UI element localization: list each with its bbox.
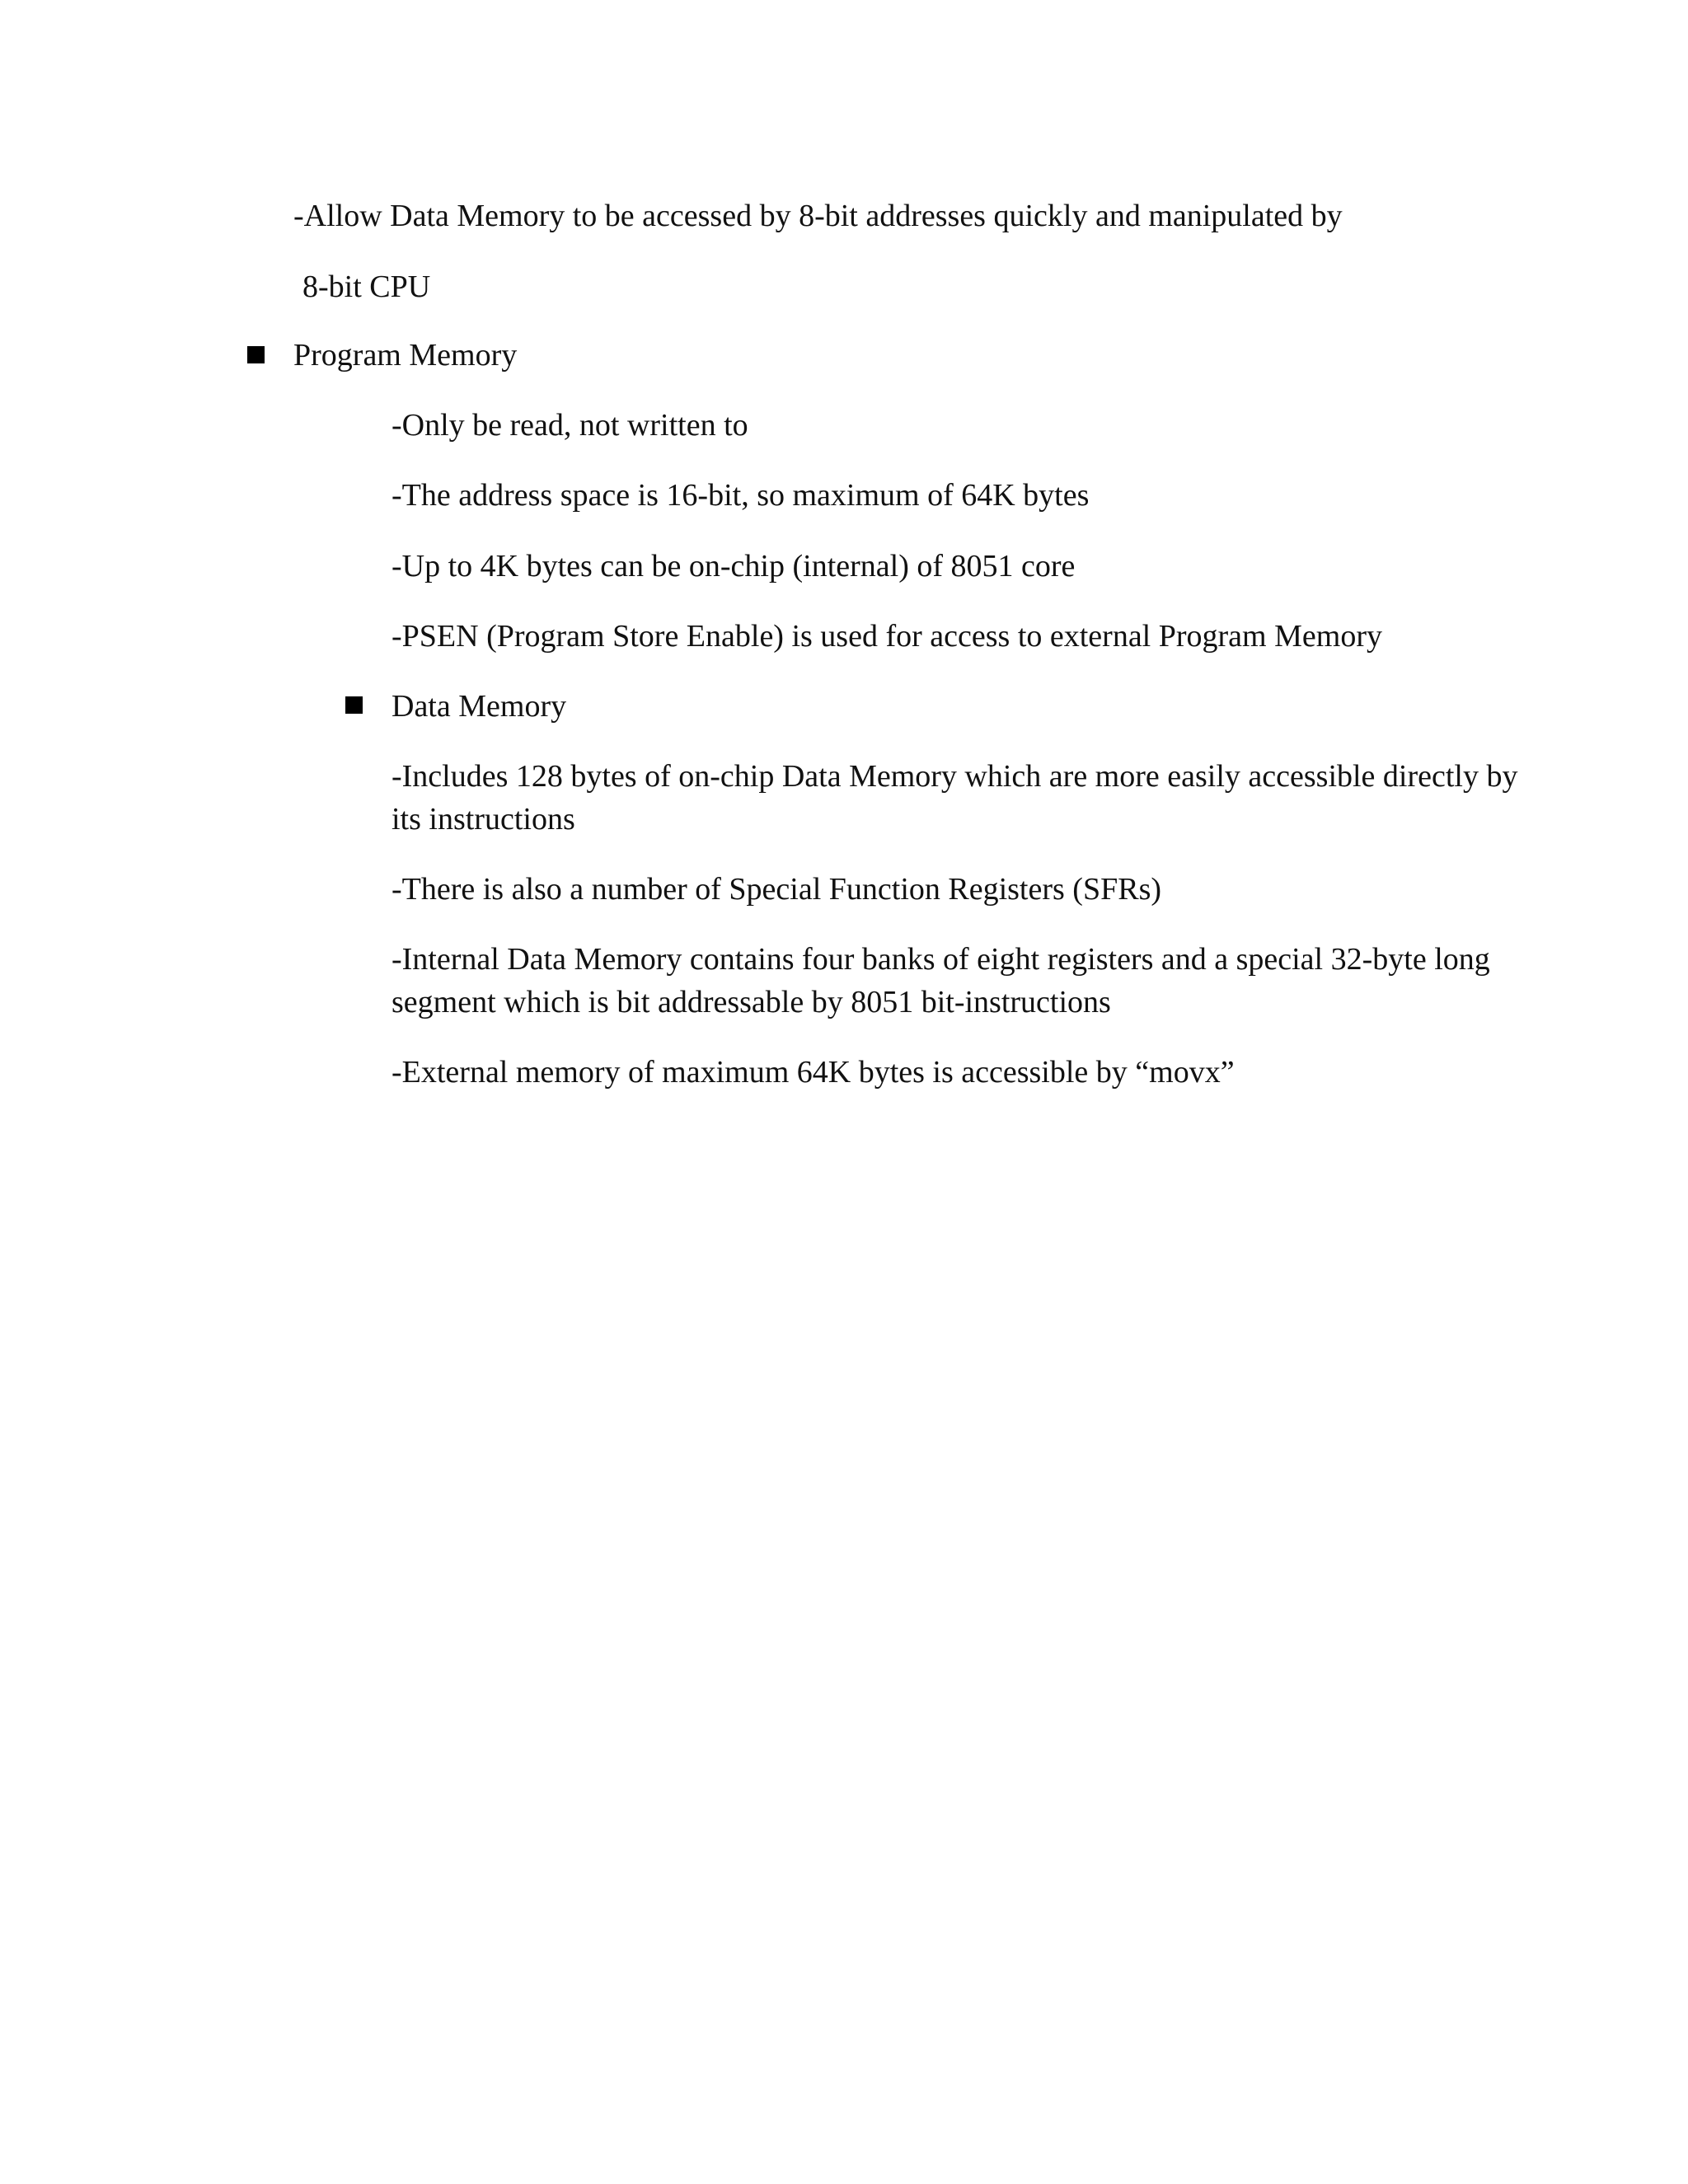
data-memory-point-3: -Internal Data Memory contains four banks of eight registers and a special 32-byte long segment which is bit addressable by 8051 bit-instructions xyxy=(392,942,1490,1019)
data-memory-point-1: -Includes 128 bytes of on-chip Data Memory which are more easily accessible directly by its instructions xyxy=(392,759,1518,837)
data-memory-point-2: -There is also a number of Special Function Registers (SFRs) xyxy=(392,872,1162,907)
data-memory-heading: Data Memory xyxy=(392,689,567,724)
program-memory-point-3: -Up to 4K bytes can be on-chip (internal) of 8051 core xyxy=(392,549,1076,583)
square-bullet-icon xyxy=(345,696,363,714)
intro-line-1: -Allow Data Memory to be accessed by 8-bit addresses quickly and manipulated by xyxy=(293,199,1343,233)
square-bullet-icon xyxy=(247,346,265,363)
program-memory-heading: Program Memory xyxy=(293,338,518,373)
intro-line-2: 8-bit CPU xyxy=(302,269,431,304)
program-memory-point-2: -The address space is 16-bit, so maximum of 64K bytes xyxy=(392,478,1090,513)
program-memory-point-1: -Only be read, not written to xyxy=(392,408,748,443)
program-memory-point-4: -PSEN (Program Store Enable) is used for access to external Program Memory xyxy=(392,619,1382,654)
data-memory-point-4: -External memory of maximum 64K bytes is accessible by “movx” xyxy=(392,1055,1235,1090)
